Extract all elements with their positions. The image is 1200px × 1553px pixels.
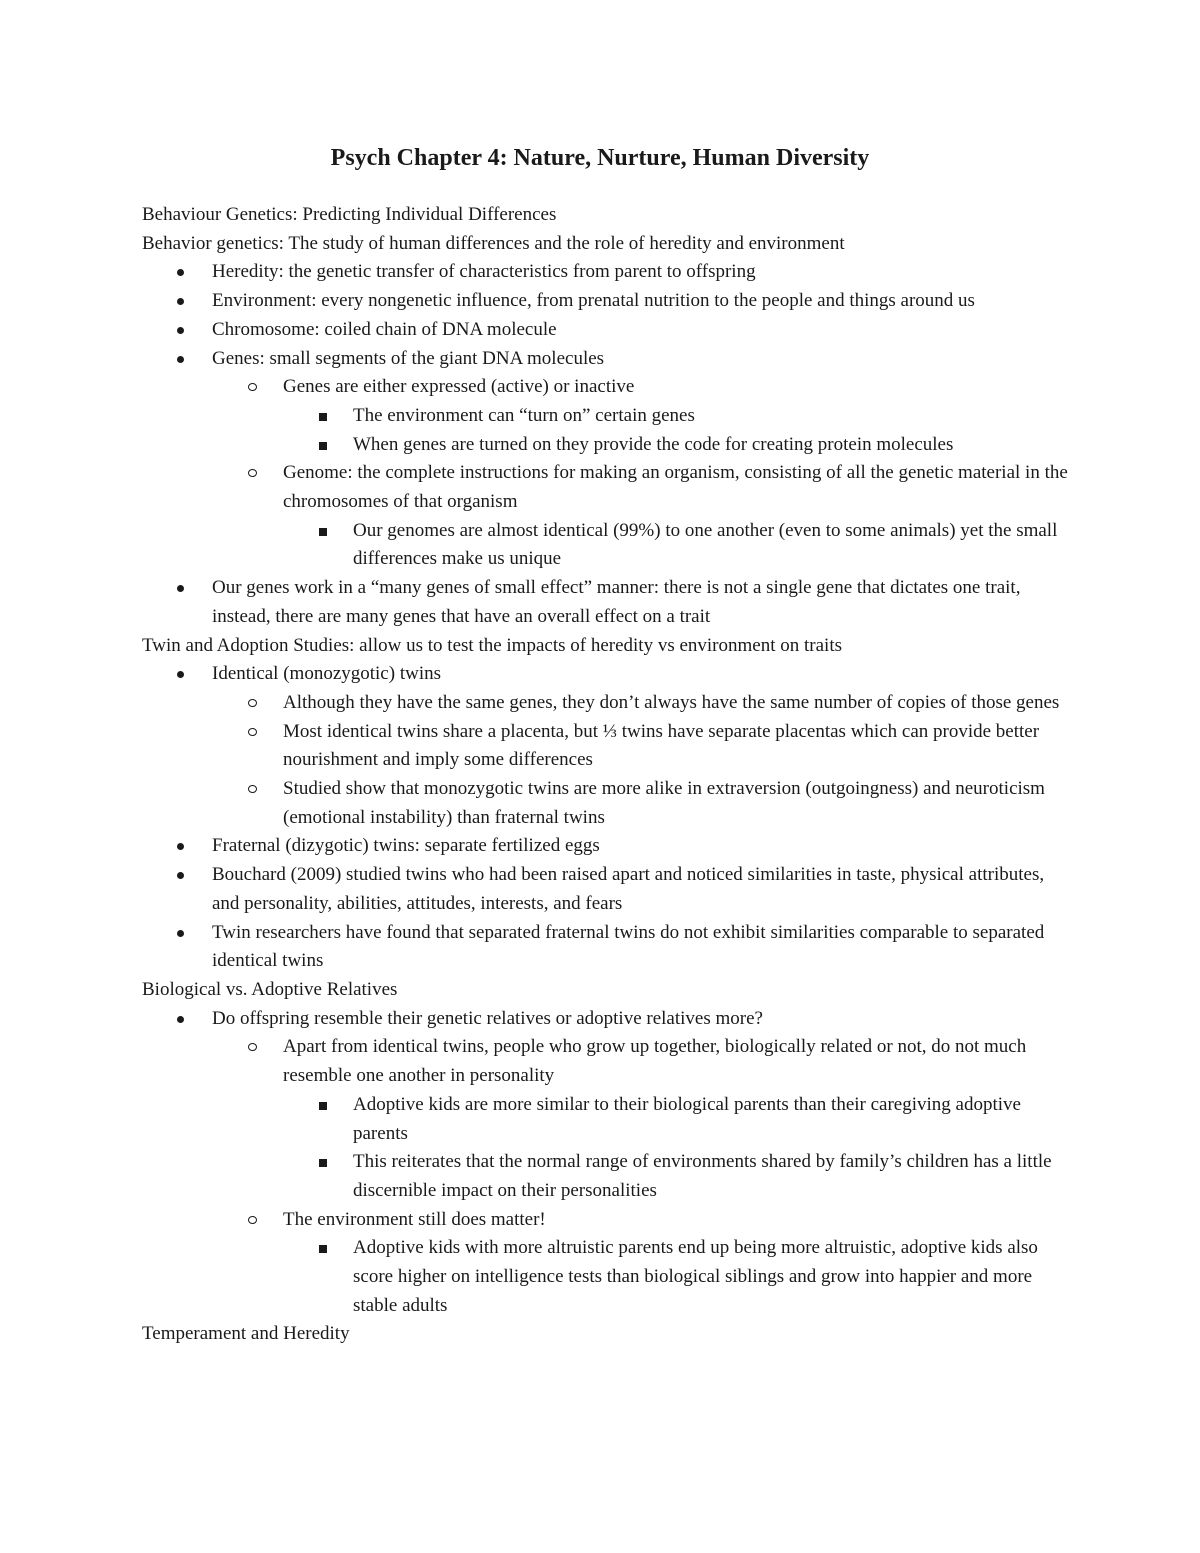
sub-sub-list [283, 402, 1072, 459]
list-item-environment: Environment: every nongenetic influence, from prenatal nutrition to the people and things around us [212, 287, 1072, 316]
list-item-placenta: Most identical twins share a placenta, but ⅓ twins have separate placentas which can provide better nourishment and imply some differences [283, 718, 1072, 775]
list-item-identical-twins [212, 660, 1072, 832]
list-item-reiterates: This reiterates that the normal range of environments shared by family’s children has a little discernible impact on their personalities [353, 1148, 1072, 1205]
list-item-chromosome: Chromosome: coiled chain of DNA molecule [212, 316, 1072, 345]
list-item-apart-from-text: Apart from identical twins, people who grow up together, biologically related or not, do not much resemble one another in personality [283, 1036, 1027, 1087]
list-item-identical-twins-text: Identical (monozygotic) twins [212, 663, 441, 685]
list-item-fraternal: Fraternal (dizygotic) twins: separate fertilized eggs [212, 832, 1072, 861]
list-item-apart-from [283, 1033, 1072, 1205]
sub-sub-list [283, 1234, 1072, 1320]
list-item-resemble-question-text: Do offspring resemble their genetic relatives or adoptive relatives more? [212, 1007, 763, 1029]
list-item-genome [283, 459, 1072, 574]
list-item-genomes-identical: Our genomes are almost identical (99%) to one another (even to some animals) yet the small differences make us unique [353, 517, 1072, 574]
list-item-copies: Although they have the same genes, they don’t always have the same number of copies of those genes [283, 689, 1072, 718]
bullet-list [142, 1005, 1072, 1321]
bullet-list [142, 660, 1072, 976]
list-item-genes-text: Genes: small segments of the giant DNA molecules [212, 347, 605, 369]
list-item-heredity: Heredity: the genetic transfer of characteristics from parent to offspring [212, 258, 1072, 287]
sub-sub-list [283, 1091, 1072, 1206]
sub-list [212, 689, 1072, 833]
list-item-env-matters [283, 1206, 1072, 1321]
section-heading-twin-adoption: Twin and Adoption Studies: allow us to test the impacts of heredity vs environment on traits [142, 634, 842, 656]
list-item-bouchard: Bouchard (2009) studied twins who had been raised apart and noticed similarities in taste, physical attributes, and personality, abilities, attitudes, interests, and fears [212, 861, 1072, 918]
list-item-resemble-question [212, 1005, 1072, 1321]
list-item-turn-on: The environment can “turn on” certain genes [353, 402, 1072, 431]
bullet-list [142, 258, 1072, 631]
list-item-genes-expressed [283, 373, 1072, 459]
list-item-many-genes: Our genes work in a “many genes of small effect” manner: there is not a single gene that dictates one trait, instead, there are many genes that have an overall effect on a trait [212, 574, 1072, 631]
list-item-studied-show: Studied show that monozygotic twins are more alike in extraversion (outgoingness) and neuroticism (emotional instability) than fraternal twins [283, 775, 1072, 832]
sub-list [212, 373, 1072, 574]
list-item-genes [212, 345, 1072, 575]
document-body [142, 201, 1072, 1349]
list-item-adoptive-similar: Adoptive kids are more similar to their biological parents than their caregiving adoptive parents [353, 1091, 1072, 1148]
document-title: Psych Chapter 4: Nature, Nurture, Human Diversity [330, 145, 870, 171]
list-item-env-matters-text: The environment still does matter! [283, 1208, 546, 1230]
behavior-genetics-definition: Behavior genetics: The study of human differences and the role of heredity and environment [142, 232, 845, 254]
list-item-altruistic: Adoptive kids with more altruistic parents end up being more altruistic, adoptive kids also score higher on intelligence tests than biological siblings and grow into happier and more stable adults [353, 1234, 1072, 1320]
list-item-genome-text: Genome: the complete instructions for making an organism, consisting of all the genetic material in the chromosomes of that organism [283, 462, 1068, 513]
section-heading-bio-vs-adoptive: Biological vs. Adoptive Relatives [142, 978, 398, 1000]
section-heading-behaviour-genetics: Behaviour Genetics: Predicting Individual Differences [142, 204, 557, 225]
section-heading-temperament: Temperament and Heredity [142, 1323, 350, 1345]
sub-list [212, 1033, 1072, 1320]
list-item-turned-on-code: When genes are turned on they provide the code for creating protein molecules [353, 431, 1072, 460]
list-item-genes-expressed-text: Genes are either expressed (active) or inactive [283, 376, 635, 398]
sub-sub-list [283, 517, 1072, 574]
list-item-twin-researchers: Twin researchers have found that separated fraternal twins do not exhibit similarities comparable to separated identical twins [212, 919, 1072, 976]
